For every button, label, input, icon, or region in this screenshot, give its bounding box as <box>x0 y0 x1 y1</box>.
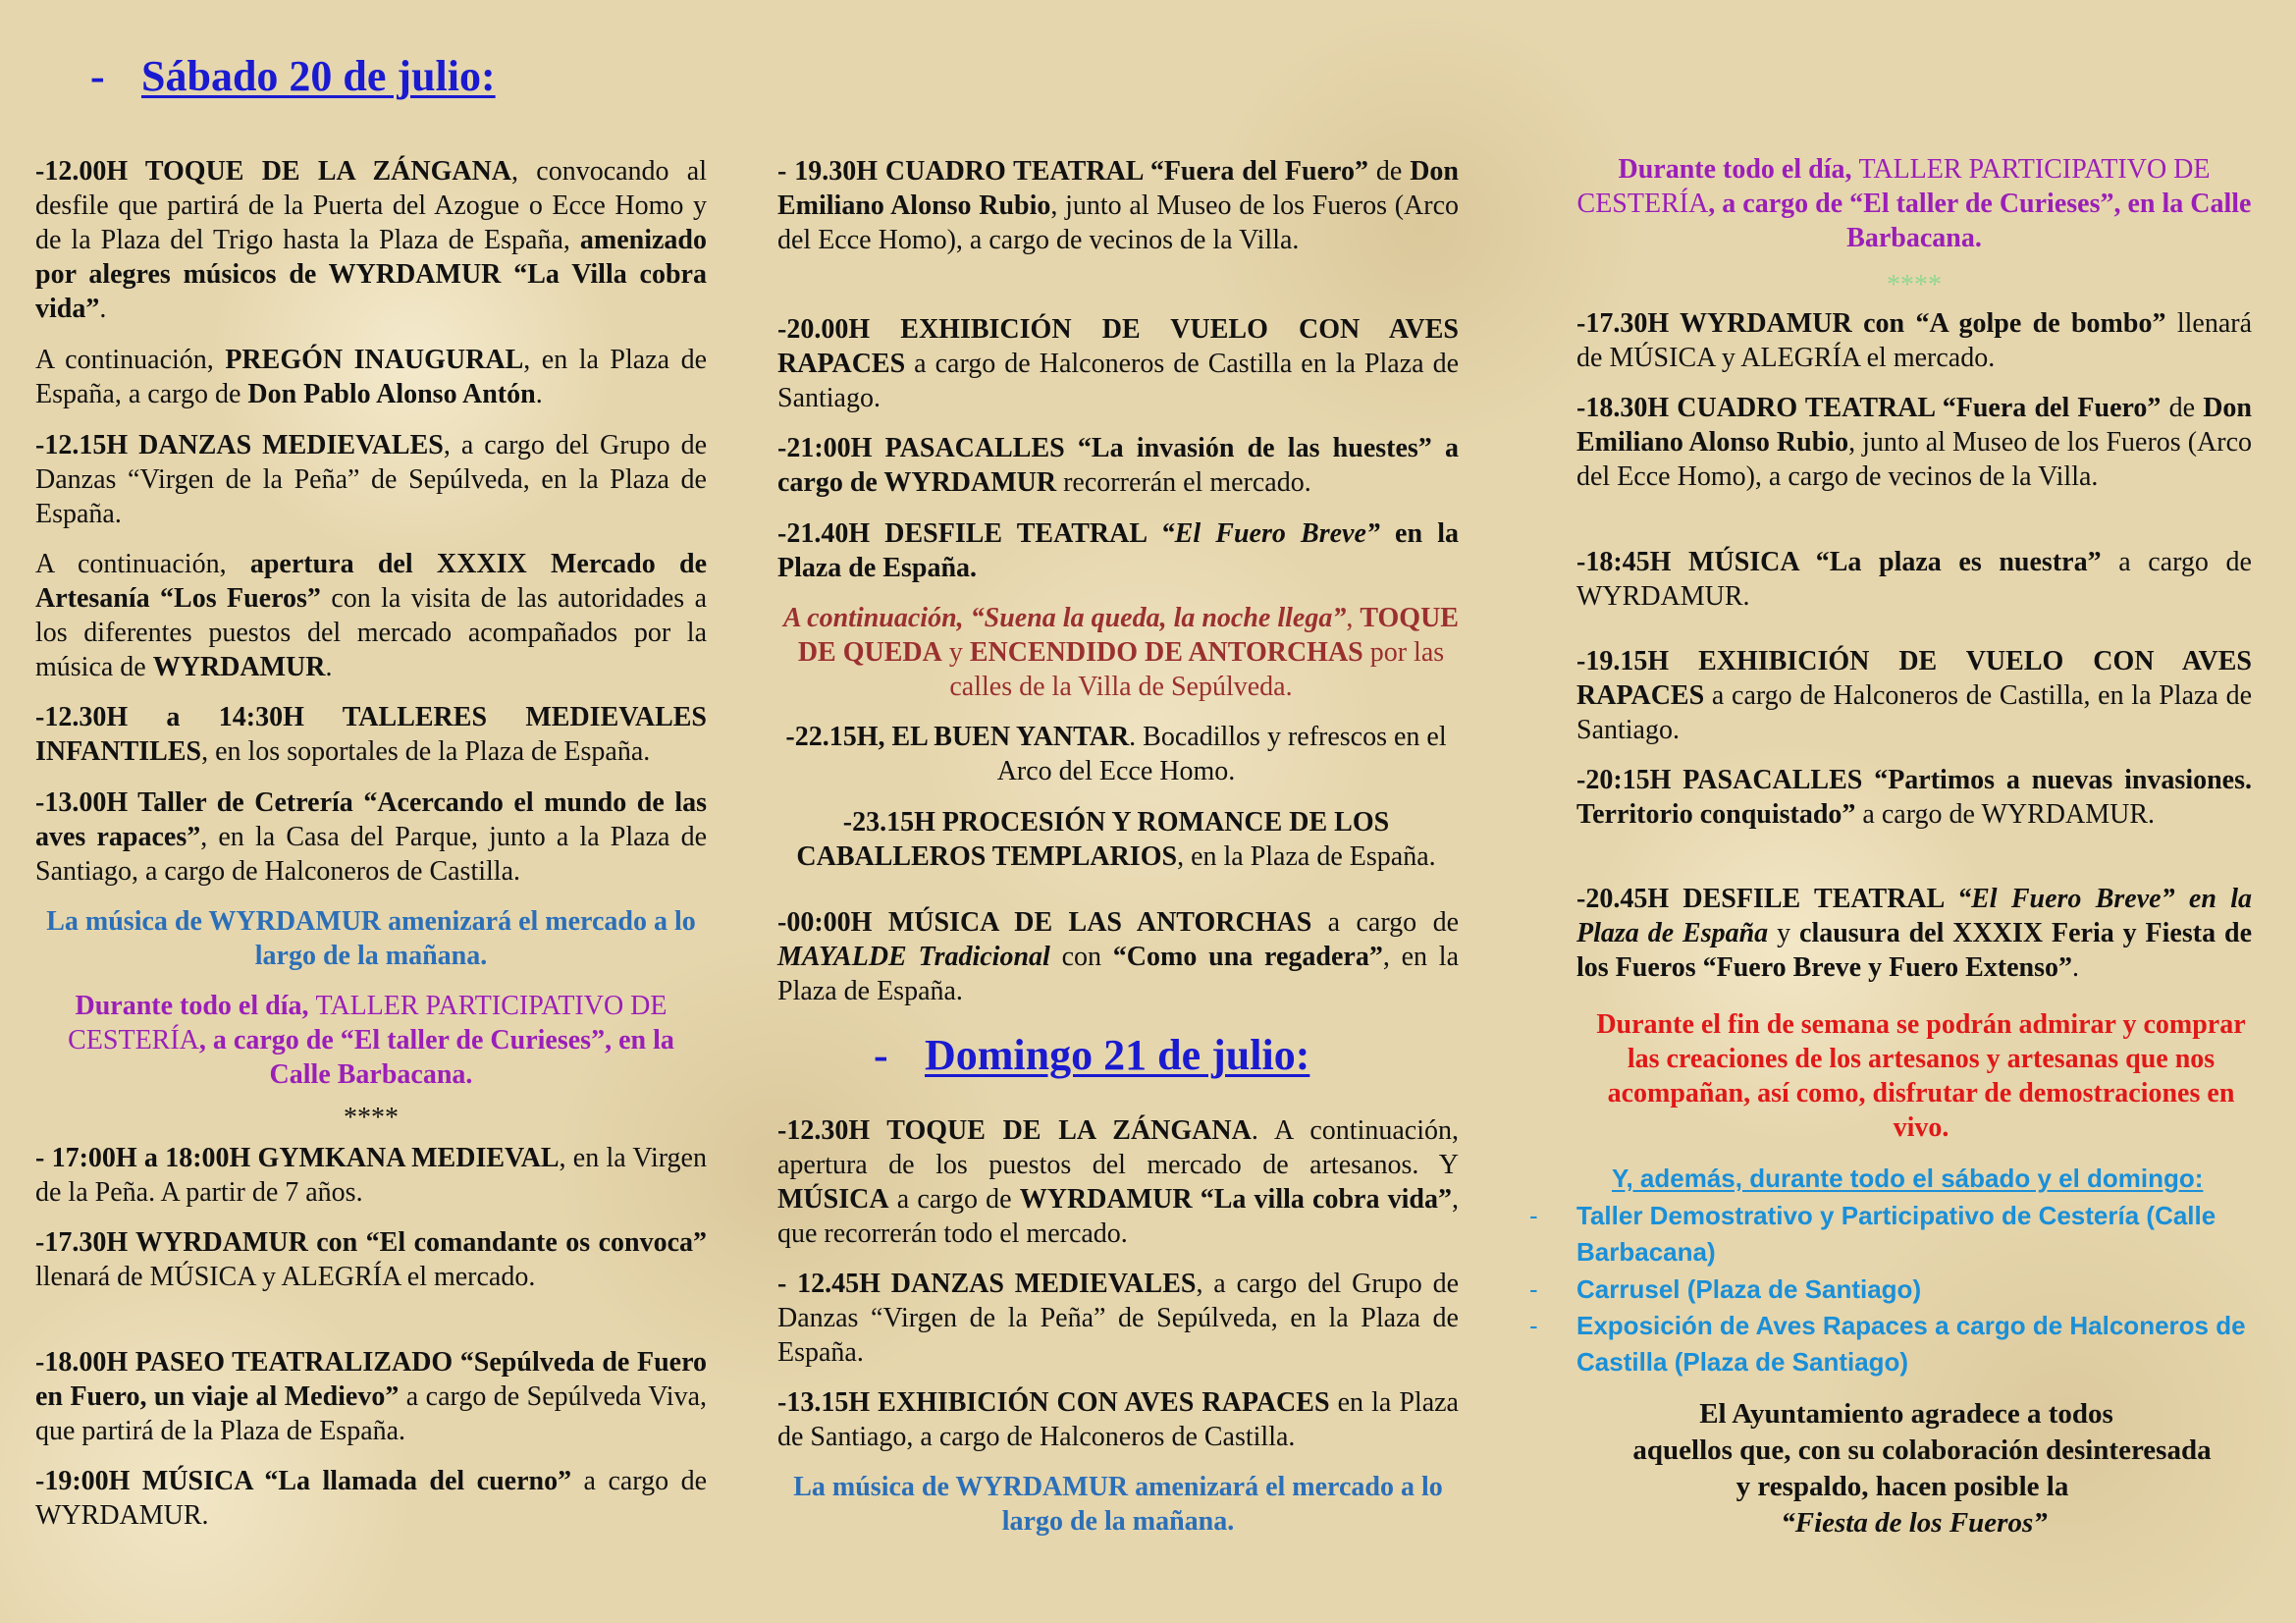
event-musica-antorchas <box>777 905 1459 1008</box>
event-text: en la Plaza de Santiago, a cargo de Halconeros de Castilla. <box>777 1387 1459 1452</box>
event-text: el mercado. <box>400 1262 536 1292</box>
event-title: -21.40H DESFILE TEATRAL <box>777 518 1161 549</box>
event-title: -20.45H DESFILE TEATRAL <box>1576 884 1958 914</box>
event-toque-zangana-domingo <box>777 1113 1459 1251</box>
event-text: , convocando al desfile que partirá de la Puerta del Azogue o Ecce Homo y de la Plaza del Trigo hasta la Plaza de España, <box>35 156 707 255</box>
event-golpe-bombo <box>1576 306 2252 375</box>
event-title: -12.00H TOQUE DE LA ZÁNGANA <box>35 156 512 187</box>
event-text: a cargo de WYRDAMUR. <box>35 1466 708 1531</box>
event-text: . A continuación, apertura de los puestos del mercado de artesanos. Y <box>777 1115 1459 1180</box>
event-text: , junto al Museo de los Fueros (Arco del Ecce Homo), a cargo de vecinos de la Villa. <box>777 190 1459 255</box>
event-text: recorrerán el mercado. <box>1056 467 1311 498</box>
event-title: -13.15H EXHIBICIÓN CON AVES RAPACES <box>777 1387 1330 1418</box>
event-apertura-mercado <box>35 547 707 684</box>
list-dash: - <box>1529 1274 1538 1304</box>
event-text: a cargo de <box>888 1184 1020 1215</box>
event-text: a cargo de WYRDAMUR. <box>1576 547 2252 612</box>
list-item <box>1529 1198 2264 1271</box>
note-highlight: TALLER PARTICIPATIVO DE CESTERÍA <box>1576 154 2211 219</box>
event-pasacalles-huestes <box>777 431 1459 500</box>
list-dash: - <box>1529 1311 1538 1340</box>
event-title: -17.30H WYRDAMUR con “A golpe de bombo” <box>1576 308 2166 339</box>
event-text: . <box>535 379 543 409</box>
event-title: - 17:00H a 18:00H GYMKANA MEDIEVAL <box>35 1143 560 1173</box>
event-text: a cargo de Halconeros de Castilla en la Plaza de Santiago. <box>777 349 1459 413</box>
event-text: A continuación, <box>35 345 226 375</box>
event-highlight: MÚSICA <box>1609 343 1715 373</box>
event-highlight: MAYALDE Tradicional <box>777 942 1050 972</box>
heading-sabado-text: Sábado 20 de julio: <box>141 52 496 100</box>
event-text: , a cargo del Grupo de Danzas “Virgen de la Peña” de Sepúlveda, en la Plaza de España. <box>35 430 708 529</box>
event-text: y <box>254 1262 282 1292</box>
event-desfile-teatral <box>777 516 1459 585</box>
event-highlight: MÚSICA <box>777 1184 889 1215</box>
event-text: llenará de <box>35 1262 150 1292</box>
event-title: -17.30H WYRDAMUR con “El comandante os convoca” <box>35 1227 707 1258</box>
list-item-text: Carrusel (Plaza de Santiago) <box>1576 1274 1922 1304</box>
event-danzas <box>35 428 707 531</box>
note-toque-queda <box>774 601 1468 704</box>
event-text: el mercado. <box>1859 343 1996 373</box>
event-highlight: “El Fuero Breve” en la Plaza de España <box>1576 884 2252 948</box>
note-musica-manana-domingo: La música de WYRDAMUR amenizará el mercado a lo largo de la mañana. <box>793 1472 1443 1537</box>
note-highlight: TOQUE DE QUEDA <box>797 603 1459 668</box>
event-vuelo-aves <box>777 312 1459 415</box>
note-highlight: ENCENDIDO DE ANTORCHAS <box>969 637 1363 668</box>
thanks-line: y respaldo, hacen posible la <box>1735 1471 2069 1502</box>
event-text: de <box>1367 156 1411 187</box>
event-text: , en la Plaza de España, a cargo de <box>35 345 707 409</box>
event-title: -19:00H MÚSICA “La llamada del cuerno” <box>35 1466 572 1496</box>
event-title: -20.00H EXHIBICIÓN DE VUELO CON AVES RAPACES <box>777 314 1459 379</box>
event-text: , en la Casa del Parque, junto a la Plaza de Santiago, a cargo de Halconeros de Castilla. <box>35 822 708 887</box>
event-musica-cuerno <box>35 1464 707 1533</box>
heading-sabado <box>90 52 496 101</box>
event-plaza-nuestra <box>1576 545 2252 614</box>
event-title: en la Plaza de España. <box>777 518 1459 583</box>
note-text: por las calles de la Villa de Sepúlveda. <box>949 637 1445 702</box>
heading-domingo <box>874 1031 1309 1080</box>
note-text: , a cargo de “El taller de Curieses”, en la Calle Barbacana. <box>198 1025 674 1090</box>
event-highlight: “El Fuero Breve” <box>1160 518 1380 549</box>
event-procesion <box>764 805 1468 874</box>
event-buen-yantar <box>764 720 1468 788</box>
note-text: , <box>1346 603 1361 633</box>
event-talleres-infantiles <box>35 700 707 769</box>
event-text: A continuación, <box>35 549 250 579</box>
event-title: -18:45H MÚSICA “La plaza es nuestra” <box>1576 547 2102 577</box>
event-text: a cargo de Halconeros de Castilla, en la Plaza de Santiago. <box>1576 680 2252 745</box>
event-text: , a cargo del Grupo de Danzas “Virgen de la Peña” de Sepúlveda, en la Plaza de España. <box>777 1269 1460 1368</box>
event-wyrdamur-comandante <box>35 1225 707 1294</box>
note-text: , a cargo de “El taller de Curieses”, en la Calle Barbacana. <box>1708 189 2252 253</box>
event-title: - 19.30H CUADRO TEATRAL “Fuera del Fuero” <box>777 156 1368 187</box>
event-title: -00:00H MÚSICA DE LAS ANTORCHAS <box>777 907 1312 938</box>
event-title: -18.30H CUADRO TEATRAL “Fuera del Fuero” <box>1576 393 2162 423</box>
event-title: - 12.45H DANZAS MEDIEVALES <box>777 1269 1197 1299</box>
heading-dash: - <box>90 52 105 100</box>
note-text: Durante todo el día, <box>1618 154 1859 185</box>
list-heading: Y, además, durante todo el sábado y el domingo: <box>1612 1163 2204 1193</box>
event-text: . <box>99 294 107 324</box>
list-item <box>1529 1308 2264 1380</box>
event-highlight: MÚSICA <box>149 1262 255 1292</box>
event-title: -20:15H PASACALLES “Partimos a nuevas invasiones. Territorio conquistado” <box>1576 765 2252 830</box>
event-title: -22.15H, EL BUEN YANTAR <box>785 722 1130 752</box>
event-paseo-teatralizado <box>35 1345 707 1448</box>
event-text: , que recorrerán todo el mercado. <box>777 1184 1460 1249</box>
list-item-text: Taller Demostrativo y Participativo de Cestería (Calle Barbacana) <box>1576 1201 2216 1267</box>
event-title: -12.15H DANZAS MEDIEVALES <box>35 430 444 460</box>
event-title: -12.30H a 14:30H TALLERES MEDIEVALES INFANTILES <box>35 702 707 767</box>
note-musica-manana: La música de WYRDAMUR amenizará el mercado a lo largo de la mañana. <box>46 906 696 971</box>
stars-separator: **** <box>1887 270 1942 300</box>
event-text: a cargo de Sepúlveda Viva, que partirá de la Plaza de España. <box>35 1381 707 1446</box>
event-cuadro-teatral-domingo <box>1576 391 2252 494</box>
event-text: a cargo de WYRDAMUR. <box>1855 799 2156 830</box>
event-highlight: WYRDAMUR “La villa cobra vida” <box>1019 1184 1453 1215</box>
stars-separator: **** <box>344 1103 399 1133</box>
event-text: con <box>1049 942 1113 972</box>
event-highlight: “Como una regadera” <box>1112 942 1383 972</box>
event-vuelo-aves-domingo <box>1576 644 2252 747</box>
event-title: -21:00H PASACALLES “La invasión de las huestes” a cargo de WYRDAMUR <box>777 433 1459 498</box>
heading-domingo-text: Domingo 21 de julio: <box>925 1031 1310 1079</box>
event-title: apertura del XXXIX Mercado de Artesanía “Los Fueros” <box>35 549 708 614</box>
thanks-line: aquellos que, con su colaboración desinteresada <box>1632 1434 2212 1466</box>
event-danzas-domingo <box>777 1267 1459 1370</box>
event-text: con la visita de las autoridades a los diferentes puestos del mercado acompañados por la música de <box>35 583 707 682</box>
event-desfile-clausura <box>1576 882 2252 985</box>
list-item-text: Exposición de Aves Rapaces a cargo de Halconeros de Castilla (Plaza de Santiago) <box>1576 1311 2246 1377</box>
event-aves-rapaces-domingo <box>777 1385 1459 1454</box>
event-text: . <box>2072 952 2079 983</box>
event-title: -13.00H Taller de Cetrería “Acercando el mundo de las aves rapaces” <box>35 787 707 852</box>
event-title: -12.30H TOQUE DE LA ZÁNGANA <box>777 1115 1252 1146</box>
event-title: -18.00H PASEO TEATRALIZADO “Sepúlveda de Fuero en Fuero, un viaje al Medievo” <box>35 1347 707 1412</box>
event-cetreria <box>35 785 707 889</box>
event-text: , en la Plaza de España. <box>1177 841 1436 872</box>
event-toque-zangana <box>35 154 707 326</box>
event-highlight: Don Emiliano Alonso Rubio <box>777 156 1459 221</box>
note-text: A continuación, “Suena la queda, la noche llega” <box>783 603 1347 633</box>
event-text: , en la Virgen de la Peña. A partir de 7 años. <box>35 1143 707 1208</box>
event-title: -19.15H EXHIBICIÓN DE VUELO CON AVES RAPACES <box>1576 646 2252 711</box>
thanks-line-fiesta: “Fiesta de los Fueros” <box>1781 1507 2048 1539</box>
note-taller-cesteria-domingo <box>1576 152 2252 255</box>
event-highlight: clausura del XXXIX Feria y Fiesta de los Fueros “Fuero Breve y Fuero Extenso” <box>1576 918 2252 983</box>
list-item <box>1529 1271 2264 1308</box>
event-text: . <box>325 652 333 682</box>
event-text: y <box>1768 918 1800 948</box>
event-highlight: Don Pablo Alonso Antón <box>247 379 536 409</box>
note-taller-cesteria <box>45 989 697 1092</box>
event-pasacalles-invasiones <box>1576 763 2252 832</box>
event-text: . Bocadillos y refrescos en el Arco del Ecce Homo. <box>996 722 1447 786</box>
event-highlight: WYRDAMUR <box>152 652 326 682</box>
event-highlight: amenizado por alegres músicos de WYRDAMUR “La Villa cobra vida” <box>35 225 707 324</box>
event-text: , junto al Museo de los Fueros (Arco del Ecce Homo), a cargo de vecinos de la Villa. <box>1576 427 2253 492</box>
heading-dash: - <box>874 1031 888 1079</box>
event-text: a cargo de <box>1311 907 1459 938</box>
note-highlight: TALLER PARTICIPATIVO DE CESTERÍA <box>68 991 667 1055</box>
note-text: Durante todo el día, <box>75 991 316 1021</box>
event-title: -23.15H PROCESIÓN Y ROMANCE DE LOS CABALLEROS TEMPLARIOS <box>796 807 1390 872</box>
event-gymkana <box>35 1141 707 1210</box>
note-text: y <box>941 637 970 668</box>
thanks-block <box>1571 1396 2273 1542</box>
thanks-line: El Ayuntamiento agradece a todos <box>1699 1398 2113 1430</box>
event-cuadro-teatral <box>777 154 1459 257</box>
note-fin-de-semana: Durante el fin de semana se podrán admirar y comprar las creaciones de los artesanos y artesanas que nos acompañan, así como, disfrutar de demostraciones en vivo. <box>1596 1009 2246 1143</box>
event-highlight: Don Emiliano Alonso Rubio <box>1576 393 2252 458</box>
event-text: llenará de <box>1576 308 2252 373</box>
event-text: , en los soportales de la Plaza de España. <box>201 736 651 767</box>
event-highlight: ALEGRÍA <box>1740 343 1860 373</box>
event-pregon <box>35 343 707 411</box>
event-text: y <box>1714 343 1741 373</box>
event-highlight: ALEGRÍA <box>281 1262 400 1292</box>
event-text: , en la Plaza de España. <box>777 942 1460 1006</box>
event-title: PREGÓN INAUGURAL <box>225 345 524 375</box>
event-text: de <box>2161 393 2204 423</box>
list-dash: - <box>1529 1201 1538 1230</box>
